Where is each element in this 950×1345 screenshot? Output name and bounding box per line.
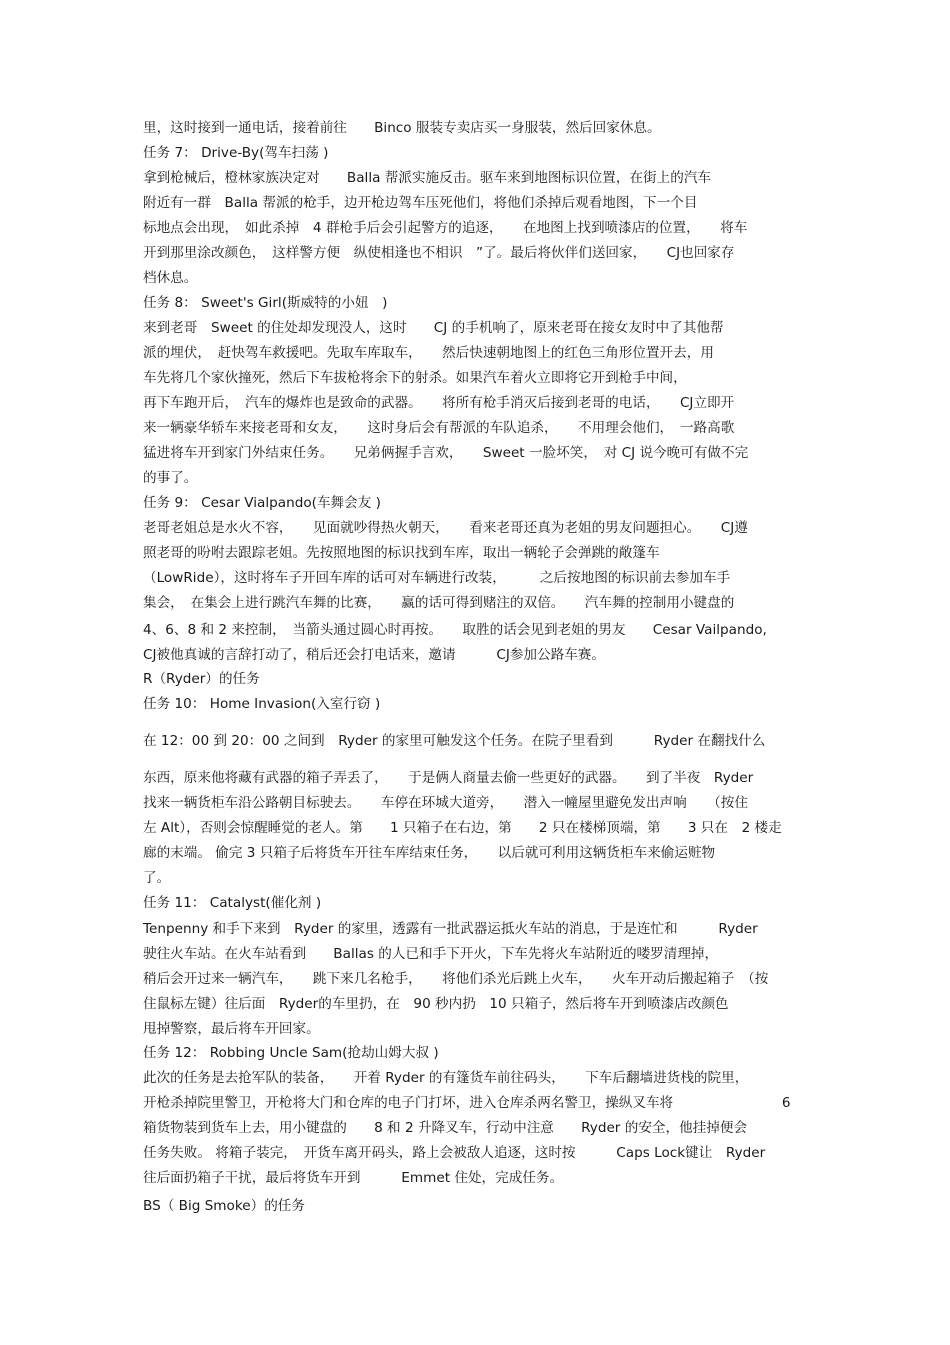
text-line: 找来一辆货柜车沿公路朝目标驶去。 车停在环城大道旁， 潜入一幢屋里避免发出声响 （按住 [143, 795, 748, 811]
text-line: 在 12：00 到 20：00 之间到 Ryder 的家里可触发这个任务。在院子里看到 Ryder 在翻找什么 [143, 733, 766, 749]
text-line: 的事了。 [143, 470, 198, 486]
text-line: 车先将几个家伙撞死，然后下车拔枪将余下的射杀。如果汽车着火立即将它开到枪手中间， [143, 370, 687, 386]
text-line: 往后面扔箱子干扰，最后将货车开到 Emmet 住处，完成任务。 [143, 1170, 564, 1186]
text-line: 派的埋伏， 赶快驾车救援吧。先取车库取车， 然后快速朝地图上的红色三角形位置开去，用 [143, 345, 714, 361]
text-line: 来到老哥 Sweet 的住处却发现没人，这时 CJ 的手机响了，原来老哥在接女友时中了其他帮 [143, 320, 724, 336]
text-line: 左 Alt），否则会惊醒睡觉的老人。第 1 只箱子在右边，第 2 只在楼梯顶端，第 3 只在 2 楼走 [143, 820, 782, 836]
mission-heading: 任务 7： Drive-By(驾车扫荡 ) [143, 145, 329, 161]
text-line: 拿到枪械后，橙林家族决定对 Balla 帮派实施反击。驱车来到地图标识位置，在街上的汽车 [143, 170, 712, 186]
text-line: 4、6、8 和 2 来控制， 当箭头通过圆心时再按。 取胜的话会见到老姐的男友 Cesar Vailpando, [143, 622, 767, 638]
section-heading: R（Ryder）的任务 [143, 671, 260, 687]
text-line: 任务失败。 将箱子装完， 开货车离开码头，路上会被敌人追逐，这时按 Caps Lock键让 Ryder [143, 1145, 766, 1161]
mission-heading: 任务 12： Robbing Uncle Sam(抢劫山姆大叔 ) [143, 1045, 439, 1061]
text-line: 老哥老姐总是水火不容， 见面就吵得热火朝天， 看来老哥还真为老姐的男友问题担心。 CJ遵 [143, 520, 748, 536]
text-line: 开到那里涂改颜色， 这样警方便 纵使相逢也不相识 ”了。最后将伙伴们送回家， CJ也回家存 [143, 245, 735, 261]
text-line: 住鼠标左键）往后面 Ryder的车里扔，在 90 秒内扔 10 只箱子，然后将车开到喷漆店改颜色 [143, 996, 729, 1012]
text-line: 此次的任务是去抢军队的装备， 开着 Ryder 的有篷货车前往码头， 下车后翻墙进货栈的院里， [143, 1070, 749, 1086]
text-line: （LowRide），这时将车子开回车库的话可对车辆进行改装， 之后按地图的标识前去参加车手 [143, 570, 731, 586]
text-line: 标地点会出现， 如此杀掉 4 群枪手后会引起警方的追逐， 在地图上找到喷漆店的位置， 将车 [143, 220, 748, 236]
text-line: 甩掉警察，最后将车开回家。 [143, 1021, 320, 1037]
text-line: 廊的末端。 偷完 3 只箱子后将货车开往车库结束任务， 以后就可利用这辆货柜车来偷运赃物 [143, 845, 716, 861]
text-line: 开枪杀掉院里警卫，开枪将大门和仓库的电子门打坏，进入仓库杀两名警卫，操纵叉车将 6 [143, 1095, 791, 1111]
text-line: 里，这时接到一通电话，接着前往 Binco 服装专卖店买一身服装，然后回家休息。 [143, 120, 661, 136]
text-line: 来一辆豪华轿车来接老哥和女友， 这时身后会有帮派的车队追杀， 不用理会他们， 一路高歌 [143, 420, 735, 436]
text-line: 附近有一群 Balla 帮派的枪手，边开枪边驾车压死他们，将他们杀掉后观看地图，下一个目 [143, 195, 698, 211]
mission-heading: 任务 11： Catalyst(催化剂 ) [143, 895, 322, 911]
mission-heading: 任务 8： Sweet's Girl(斯威特的小妞 ) [143, 295, 388, 311]
text-line: 箱货物装到货车上去，用小键盘的 8 和 2 升降叉车，行动中注意 Ryder 的安全，他挂掉便会 [143, 1120, 748, 1136]
text-line: 猛进将车开到家门外结束任务。 兄弟俩握手言欢， Sweet 一脸坏笑， 对 CJ 说今晚可有做不完 [143, 445, 749, 461]
text-line: 了。 [143, 870, 171, 886]
text-line: CJ被他真诚的言辞打动了，稍后还会打电话来，邀请 CJ参加公路车赛。 [143, 647, 605, 663]
text-line: 档休息。 [143, 270, 198, 286]
text-line: 稍后会开过来一辆汽车， 跳下来几名枪手， 将他们杀光后跳上火车， 火车开动后搬起箱子 （按 [143, 971, 769, 987]
text-line: 驶往火车站。在火车站看到 Ballas 的人已和手下开火，下车先将火车站附近的喽罗清理掉， [143, 946, 719, 962]
text-line: 东西，原来他将藏有武器的箱子弄丢了， 于是俩人商量去偷一些更好的武器。 到了半夜 Ryder [143, 770, 754, 786]
text-line: 照老哥的吩咐去跟踪老姐。先按照地图的标识找到车库，取出一辆轮子会弹跳的敞篷车 [143, 545, 660, 561]
mission-heading: 任务 9： Cesar Vialpando(车舞会友 ) [143, 495, 381, 511]
text-line: 再下车跑开后， 汽车的爆炸也是致命的武器。 将所有枪手消灭后接到老哥的电话， CJ立即开 [143, 395, 735, 411]
section-heading: BS（ Big Smoke）的任务 [143, 1198, 305, 1214]
text-line: 集会， 在集会上进行跳汽车舞的比赛， 赢的话可得到赌注的双倍。 汽车舞的控制用小键盘的 [143, 595, 735, 611]
mission-heading: 任务 10： Home Invasion(入室行窃 ) [143, 696, 381, 712]
text-line: Tenpenny 和手下来到 Ryder 的家里，透露有一批武器运抵火车站的消息，于是连忙和 Ryder [143, 921, 758, 937]
